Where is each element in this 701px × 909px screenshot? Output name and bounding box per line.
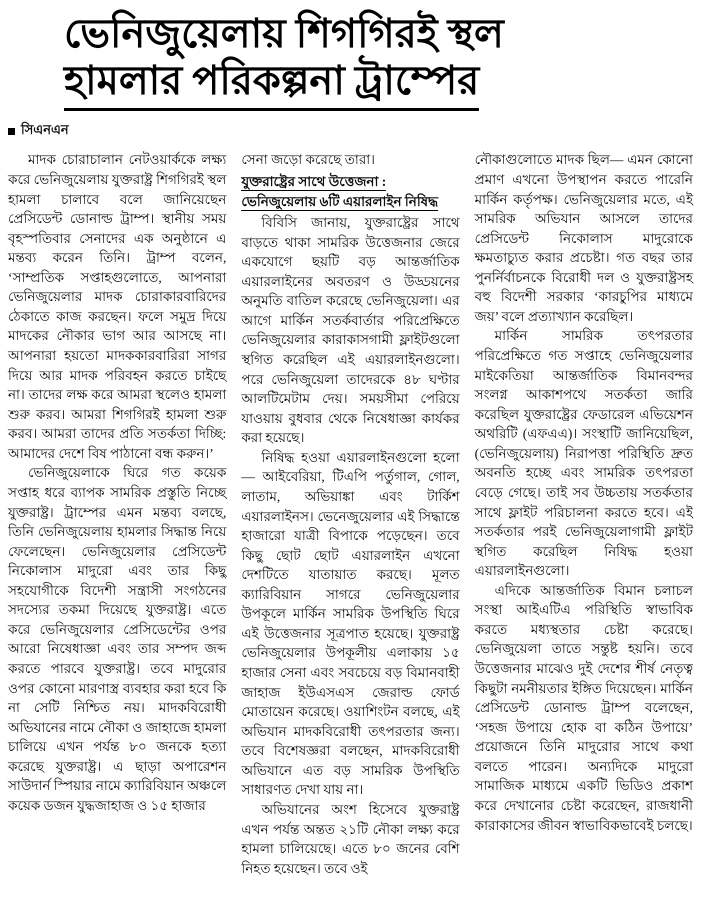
paragraph: নিষিদ্ধ হওয়া এয়ারলাইনগুলো হলো— আইবেরিয়া, টিএপি পর্তুগাল, গোল, লাতাম, অভিয়াঙ্কা এবং টার্কিশ এয়ারলাইনস। ভেনেজুয়েলার এই সিদ্ধান্তে হাজারো যাত্রী বিপাকে পড়েছেন। তবে কিছু ছোট ছোট এয়ারলাইন এখনো দেশটিতে যাতায়াত করছে। মূলত ক্যারিবিয়ান সাগরে ভেনিজুয়েলার উপকূলে মার্কিন সামরিক উপস্থিতি ঘিরে এই উত্তেজনার সূত্রপাত হয়েছে। যুক্তরাষ্ট্র ভেনিজুয়েলার উপকূলীয় এলাকায় ১৫ হাজার সেনা এবং সবচেয়ে বড় বিমানবাহী জাহাজ ইউএসএস জেরাল্ড ফোর্ড মোতায়েন করেছে। ওয়াশিংটন বলছে, এই অভিযান মাদকবিরোধী তৎপরতার জন্য। তবে বিশেষজ্ঞরা বলছেন, মাদকবিরোধী অভিযানে এত বড় সামরিক উপস্থিতি সাধারণত দেখা যায় না। <box>241 449 460 798</box>
paragraph: বিবিসি জানায়, যুক্তরাষ্ট্রের সাথে বাড়তে থাকা সামরিক উত্তেজনার জেরে একযোগে ছয়টি বড় আন্তর্জাতিক এয়ারলাইনের অবতরণ ও উড্ডয়নের অনুমতি বাতিল করেছে ভেনিজুয়েলা। এর আগে মার্কিন সতর্কবার্তার পরিপ্রেক্ষিতে ভেনিজুয়েলার কারাকাসগামী ফ্লাইটগুলো স্থগিত করেছিল এই এয়ারলাইনগুলো। পরে ভেনিজুয়েলা তাদেরকে ৪৮ ঘণ্টার আলটিমেটাম দেয়। সময়সীমা পেরিয়ে যাওয়ায় বুধবার থেকে নিষেধাজ্ঞা কার্যকর করা হয়েছে। <box>241 215 460 446</box>
paragraph: অভিযানের অংশ হিসেবে যুক্তরাষ্ট্র এখন পর্যন্ত অন্তত ২১টি নৌকা লক্ষ্য করে হামলা চালিয়েছে। এতে ৮০ জনের বেশি নিহত হয়েছেন। তবে ওই <box>241 801 460 876</box>
paragraph: এদিকে আন্তর্জাতিক বিমান চলাচল সংস্থা আইএটিএ পরিস্থিতি স্বাভাবিক করতে মধ্যস্থতার চেষ্টা করেছে। ভেনিজুয়েলা তাতে সন্তুষ্ট হয়নি। তবে উত্তেজনার মাঝেও দুই দেশের শীর্ষ নেতৃত্ব কিছুটা নমনীয়তার ইঙ্গিত দিয়েছেন। মার্কিন প্রেসিডেন্ট ডোনাল্ড ট্রাম্প বলেছেন, ‘সহজ উপায়ে হোক বা কঠিন উপায়ে’ প্রয়োজনে তিনি মাদুরোর সাথে কথা বলতে পারেন। অন্যদিকে মাদুরো সামাজিক মাধ্যমে একটি ভিডিও প্রকাশ করে দেখানোর চেষ্টা করেছেন, রাজধানী কারাকাসের জীবন স্বাভাবিকভাবেই চলছে। <box>474 582 693 833</box>
article-body <box>8 150 693 878</box>
paragraph: মার্কিন সামরিক তৎপরতার পরিপ্রেক্ষিতে গত সপ্তাহে ভেনিজুয়েলার মাইকেতিয়া আন্তর্জাতিক বিমানবন্দর সংলগ্ন আকাশপথে সতর্কতা জারি করেছিল যুক্তরাষ্ট্রের ফেডারেল এভিয়েশন অথরিটি (এফএএ)। সংস্থাটি জানিয়েছিল, (ভেনিজুয়েলায়) নিরাপত্তা পরিস্থিতি দ্রুত অবনতি হচ্ছে এবং সামরিক তৎপরতা বেড়ে গেছে। তাই সব উচ্চতায় সতর্কতার সাথে ফ্লাইট পরিচালনা করতে হবে। এই সতর্কতার পরই ভেনিজুয়েলাগামী ফ্লাইট স্থগিত করেছিল নিষিদ্ধ হওয়া এয়ারলাইনগুলো। <box>474 328 693 579</box>
paragraph: নৌকাগুলোতে মাদক ছিল— এমন কোনো প্রমাণ এখনো উপস্থাপন করতে পারেনি মার্কিন কর্তৃপক্ষ। ভেনিজুয়েলার মতে, এই সামরিক অভিযান আসলে তাদের প্রেসিডেন্ট নিকোলাস মাদুরোকে ক্ষমতাচ্যুত করার প্রচেষ্টা। গত বছর তার পুনর্নির্বাচনকে বিরোধী দল ও যুক্তরাষ্ট্রসহ বহু বিদেশী সরকার ‘কারচুপির মাধ্যমে জয়’ বলে প্রত্যাখ্যান করেছিল। <box>474 152 693 324</box>
column-3 <box>475 150 693 835</box>
headline-line-1: ভেনিজুয়েলায় শিগগিরই স্থল <box>64 11 504 56</box>
subhead-line-2: ভেনিজুয়েলায় ৬টি এয়ারলাইন নিষিদ্ধ <box>241 193 439 209</box>
paragraph: মাদক চোরাচালান নেটওয়ার্ককে লক্ষ্য করে ভেনিজুয়েলায় যুক্তরাষ্ট্র শিগগিরই স্থল হামলা চালাবে বলে জানিয়েছেন প্রেসিডেন্ট ডোনাল্ড ট্রাম্প। স্থানীয় সময় বৃহস্পতিবার সেনাদের এক অনুষ্ঠানে এ মন্তব্য করেন তিনি। ট্রাম্প বলেন, ‘সাম্প্রতিক সপ্তাহগুলোতে, আপনারা ভেনিজুয়েলার মাদক চোরাকারবারিদের ঠেকাতে কাজ করছেন। ফলে সমুদ্র দিয়ে মাদকের নৌকার ভাগ আর আসছে না। আপনারা হয়তো মাদককারবারিরা সাগর দিয়ে আর মাদক পরিবহন করতে চাইছে না। তাদের লক্ষ করে আমরা স্থলেও হামলা শুরু করব। আমরা শিগগিরই হামলা শুরু করব। আমরা তাদের প্রতি সতর্কতা দিচ্ছি: আমাদের দেশে বিষ পাঠানো বন্ধ করুন।’ <box>8 152 227 461</box>
byline <box>8 121 693 142</box>
headline <box>64 10 683 111</box>
headline-line-2: হামলার পরিকল্পনা ট্রাম্পের <box>64 57 479 111</box>
section-subhead <box>241 172 459 211</box>
subhead-line-1: যুক্তরাষ্ট্রের সাথে উত্তেজনা : <box>241 173 387 189</box>
continuation-text: সেনা জড়ো করেছে তারা। <box>241 152 375 168</box>
column-2 <box>241 150 459 878</box>
byline-source: সিএনএন <box>21 122 69 138</box>
byline-bullet-icon <box>8 128 15 135</box>
paragraph: ভেনিজুয়েলাকে ঘিরে গত কয়েক সপ্তাহ ধরে ব্যাপক সামরিক প্রস্তুতি নিচ্ছে যুক্তরাষ্ট্র। ট্রাম্পের এমন মন্তব্য বলছে, তিনি ভেনিজুয়েলায় হামলার সিদ্ধান্ত নিয়ে ফেলেছেন। ভেনিজুয়েলার প্রেসিডেন্ট নিকোলাস মাদুরো এবং তার কিছু সহযোগীকে বিদেশী সন্ত্রাসী সংগঠনের সদস্যের তকমা দিয়েছে যুক্তরাষ্ট্র। এতে করে ভেনিজুয়েলার প্রেসিডেন্টের ওপর আরো নিষেধাজ্ঞা এবং তার সম্পদ জব্দ করতে পারবে যুক্তরাষ্ট্র। তবে মাদুরোর ওপর কোনো মারণাস্ত্র ব্যবহার করা হবে কি না সেটি নিশ্চিত নয়। মাদকবিরোধী অভিযানের নামে নৌকা ও জাহাজে হামলা চালিয়ে এখন পর্যন্ত ৮০ জনকে হত্যা করেছে যুক্তরাষ্ট্র। এ ছাড়া অপারেশন সাউদার্ন স্পিয়ার নামে ক্যারিবিয়ান অঞ্চলে কয়েক ডজন যুদ্ধজাহাজ ও ১৫ হাজার <box>8 465 227 813</box>
article-header <box>8 10 693 111</box>
column-1 <box>8 150 226 815</box>
